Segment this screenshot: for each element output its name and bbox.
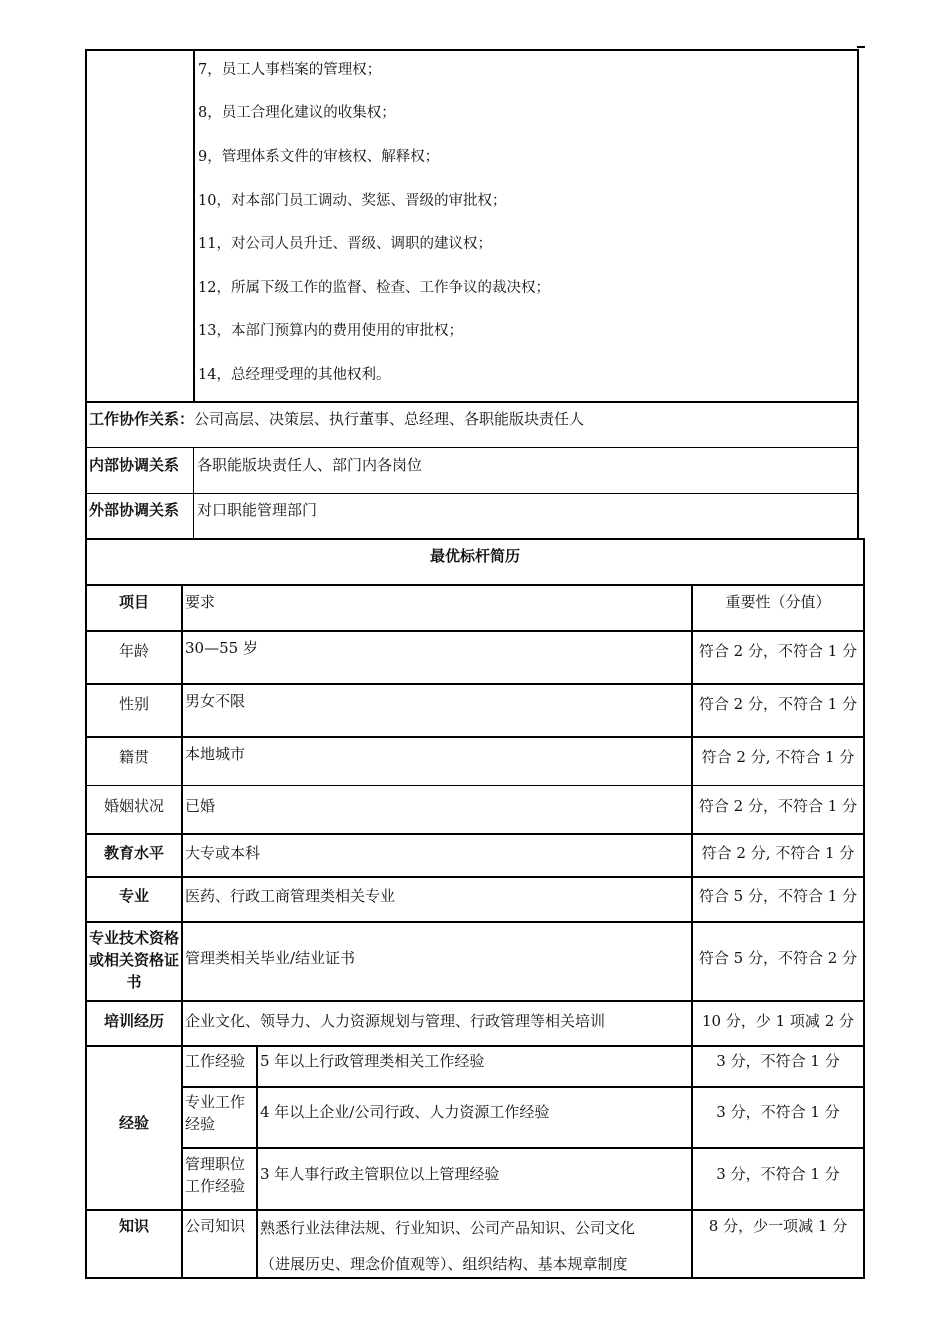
row-score: 符合 2 分，不符合 1 分 [698, 642, 858, 660]
border [85, 876, 865, 878]
row-score: 10 分，少 1 项减 2 分 [701, 1012, 854, 1030]
border [85, 49, 859, 51]
border [85, 630, 865, 632]
row-item: 年龄 [118, 642, 149, 660]
row-score: 符合 2 分, 不符合 1 分 [701, 844, 855, 862]
row-requirement: 男女不限 [185, 692, 246, 710]
experience-sub: 工作经验 [185, 1052, 246, 1070]
row-requirement: 已婚 [185, 797, 216, 815]
rights-item: 9，管理体系文件的审核权、解释权； [198, 149, 440, 165]
border [85, 493, 859, 494]
row-item: 性别 [118, 695, 149, 713]
row-requirement: 管理类相关毕业/结业证书 [185, 949, 356, 967]
cooperation-value: 公司高层、决策层、执行董事、总经理、各职能版块责任人 [194, 410, 585, 428]
border [181, 584, 183, 1279]
rights-item: 7，员工人事档案的管理权； [198, 62, 382, 78]
header-importance: 重要性（分值） [725, 593, 831, 611]
row-score: 符合 5 分，不符合 2 分 [698, 949, 858, 967]
border [85, 49, 87, 540]
experience-score: 3 分，不符合 1 分 [716, 1052, 840, 1070]
experience-requirement: 3 年人事行政主管职位以上管理经验 [260, 1165, 500, 1183]
border [863, 538, 865, 1279]
border [85, 921, 865, 923]
row-score: 符合 5 分，不符合 1 分 [698, 887, 858, 905]
knowledge-requirement-line1: 熟悉行业法律法规、行业知识、公司产品知识、公司文化 [260, 1219, 636, 1237]
row-item: 教育水平 [103, 844, 164, 862]
border [85, 1045, 865, 1047]
border [857, 46, 865, 48]
experience-label: 经验 [118, 1114, 149, 1132]
header-item: 项目 [118, 593, 149, 611]
experience-sub: 专业工作经验 [185, 1093, 246, 1133]
border [193, 49, 195, 403]
rights-item: 12，所属下级工作的监督、检查、工作争议的裁决权； [198, 280, 550, 296]
row-item: 籍贯 [118, 748, 149, 766]
border [85, 683, 865, 685]
border [85, 538, 865, 540]
rights-item: 8，员工合理化建议的收集权； [198, 105, 396, 121]
border [85, 401, 859, 403]
border [181, 1086, 865, 1088]
row-score: 符合 2 分，不符合 1 分 [698, 797, 858, 815]
row-item: 专业技术资格或相关资格证书 [89, 929, 180, 991]
rights-item: 10，对本部门员工调动、奖惩、晋级的审批权； [198, 193, 507, 209]
rights-item: 11，对公司人员升迁、晋级、调职的建议权； [198, 236, 492, 252]
border [857, 49, 859, 540]
border [85, 1209, 865, 1211]
row-requirement: 企业文化、领导力、人力资源规划与管理、行政管理等相关培训 [185, 1012, 606, 1030]
row-item: 专业 [118, 887, 149, 905]
row-requirement: 30—55 岁 [185, 639, 258, 657]
header-requirement: 要求 [185, 593, 216, 611]
row-requirement: 医药、行政工商管理类相关专业 [185, 887, 396, 905]
row-requirement: 本地城市 [185, 745, 246, 763]
border [85, 1000, 865, 1002]
border [85, 736, 865, 738]
rights-item: 13，本部门预算内的费用使用的审批权； [198, 323, 463, 339]
internal-value: 各职能版块责任人、部门内各岗位 [197, 456, 423, 474]
rights-item: 14，总经理受理的其他权利。 [198, 367, 391, 383]
experience-score: 3 分，不符合 1 分 [716, 1165, 840, 1183]
knowledge-sub: 公司知识 [185, 1217, 246, 1235]
row-requirement: 大专或本科 [185, 844, 261, 862]
external-value: 对口职能管理部门 [197, 501, 318, 519]
border [85, 447, 859, 448]
experience-sub: 管理职位工作经验 [185, 1155, 246, 1195]
knowledge-score: 8 分，少一项减 1 分 [708, 1217, 848, 1235]
experience-requirement: 5 年以上行政管理类相关工作经验 [260, 1052, 485, 1070]
border [85, 584, 865, 586]
border [181, 1147, 865, 1149]
knowledge-label: 知识 [118, 1217, 149, 1235]
experience-requirement: 4 年以上企业/公司行政、人力资源工作经验 [260, 1103, 550, 1121]
row-item: 婚姻状况 [103, 797, 164, 815]
row-score: 符合 2 分, 不符合 1 分 [701, 748, 855, 766]
border [256, 1045, 258, 1279]
internal-label: 内部协调关系 [89, 456, 180, 474]
border [85, 785, 865, 786]
resume-title: 最优标杆简历 [429, 547, 520, 565]
external-label: 外部协调关系 [89, 501, 180, 519]
cooperation-label: 工作协作关系： [89, 410, 195, 428]
row-item: 培训经历 [103, 1012, 164, 1030]
cooperation-row [89, 409, 584, 429]
border [85, 1277, 865, 1279]
experience-score: 3 分，不符合 1 分 [716, 1103, 840, 1121]
border [85, 833, 865, 835]
knowledge-requirement-line2: （进展历史、理念价值观等）、组织结构、基本规章制度 [260, 1255, 628, 1273]
row-score: 符合 2 分，不符合 1 分 [698, 695, 858, 713]
